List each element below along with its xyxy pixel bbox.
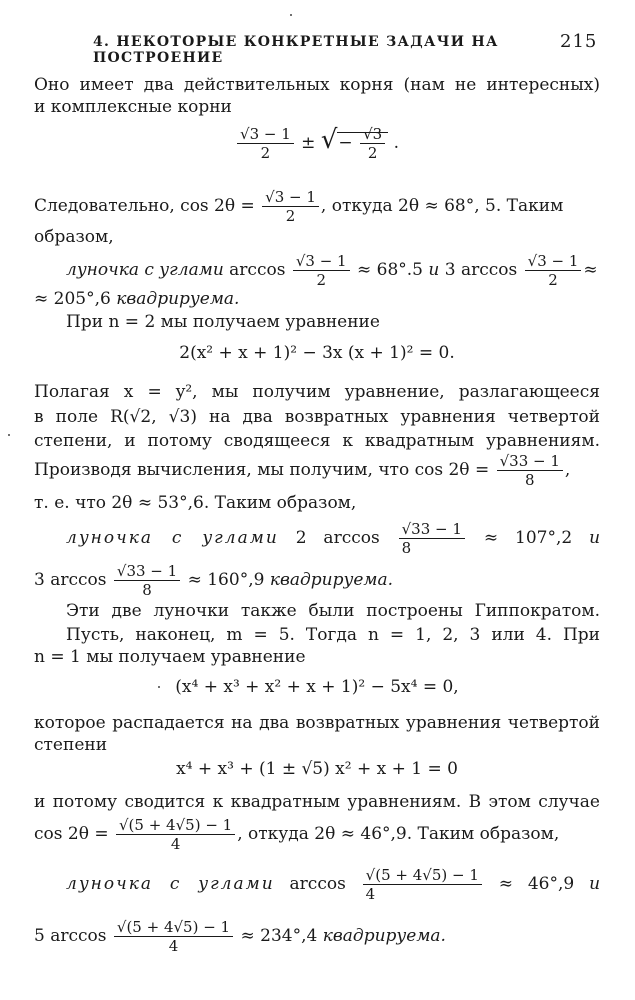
text-line: образом, [34,227,114,247]
text-line: cos 2θ = $\frac{√(5 + 4√5) - 1}{4}$ , откуда 2θ ≈ 46°,9. Таким образом, [34,816,560,853]
fraction: $\frac{√33 - 1}{8}$ [114,562,180,599]
fraction: $\frac{√33 - 1}{8}$ [399,520,465,557]
fraction: $\frac{√3 - 1}{2}$ [237,125,294,162]
text-line: Производя вычисления, мы получим, что cos 2θ = $\frac{√33 - 1}{8}$ , [34,452,571,489]
print-speck [158,686,160,688]
fraction: $\frac{√3}{2}$ [360,125,385,162]
print-speck [290,14,292,16]
text-line: луночка с углами arccos $\frac{√(5 + 4√5) - 1}{4}$ ≈ 46°,9 и [66,866,601,903]
text-line: луночка с углами 2 arccos $\frac{√33 - 1}{8}$ ≈ 107°,2 и [66,520,601,557]
text-line: Полагая x = y², мы получим уравнение, разлагающееся [34,382,600,402]
text-line: луночка с углами arccos $\frac{√3 - 1}{2}$ ≈ 68°.5 и 3 arccos $\frac{√3 - 1}{2}$ ≈ [66,252,598,289]
equation-roots: $\frac{√3 - 1}{2}$ ± √− $\frac{√3}{2}$ . [34,118,600,162]
text-line: При n = 2 мы получаем уравнение [66,312,380,332]
text-line: в поле R(√2, √3) на два возвратных уравнения четвертой [34,407,600,427]
text-line: Эти две луночки также были построены Гиппократом. [66,601,600,621]
fraction: $\frac{√33 - 1}{8}$ [497,452,563,489]
page-number: 215 [560,31,598,52]
text-line: Оно имеет два действительных корня (нам не интересных) [34,75,600,95]
equation: x⁴ + x³ + (1 ± √5) x² + x + 1 = 0 [176,759,458,779]
text-line: Пусть, наконец, m = 5. Тогда n = 1, 2, 3 или 4. При [66,625,600,645]
fraction: $\frac{√(5 + 4√5) - 1}{4}$ [116,816,235,853]
fraction: $\frac{√3 - 1}{2}$ [293,252,350,289]
text-line: 3 arccos $\frac{√33 - 1}{8}$ ≈ 160°,9 квадрируема. [34,562,394,599]
text-line: степени [34,735,108,755]
text-line: Следовательно, cos 2θ = $\frac{√3 - 1}{2}$ , откуда 2θ ≈ 68°, 5. Таким [34,188,564,225]
text-line: n = 1 мы получаем уравнение [34,647,306,667]
running-header: 4. НЕКОТОРЫЕ КОНКРЕТНЫЕ ЗАДАЧИ НА ПОСТРОЕНИЕ [93,34,499,66]
equation: 2(x² + x + 1)² − 3x (x + 1)² = 0. [179,343,455,363]
text-line: степени, и потому сводящееся к квадратным уравнениям. [34,431,600,451]
fraction: $\frac{√(5 + 4√5) - 1}{4}$ [363,866,482,903]
text-line: и потому сводится к квадратным уравнениям. В этом случае [34,792,600,812]
fraction: $\frac{√3 - 1}{2}$ [525,252,582,289]
equation: (x⁴ + x³ + x² + x + 1)² − 5x⁴ = 0, [175,677,459,697]
fraction: $\frac{√(5 + 4√5) - 1}{4}$ [114,918,233,955]
text-line: ≈ 205°,6 квадрируема. [34,289,240,309]
fraction: $\frac{√3 - 1}{2}$ [262,188,319,225]
text-line: и комплексные корни [34,97,232,117]
print-speck [8,434,10,436]
text-line: 5 arccos $\frac{√(5 + 4√5) - 1}{4}$ ≈ 234°,4 квадрируема. [34,918,446,955]
text-line: т. е. что 2θ ≈ 53°,6. Таким образом, [34,493,357,513]
text-line: которое распадается на два возвратных уравнения четвертой [34,713,600,733]
